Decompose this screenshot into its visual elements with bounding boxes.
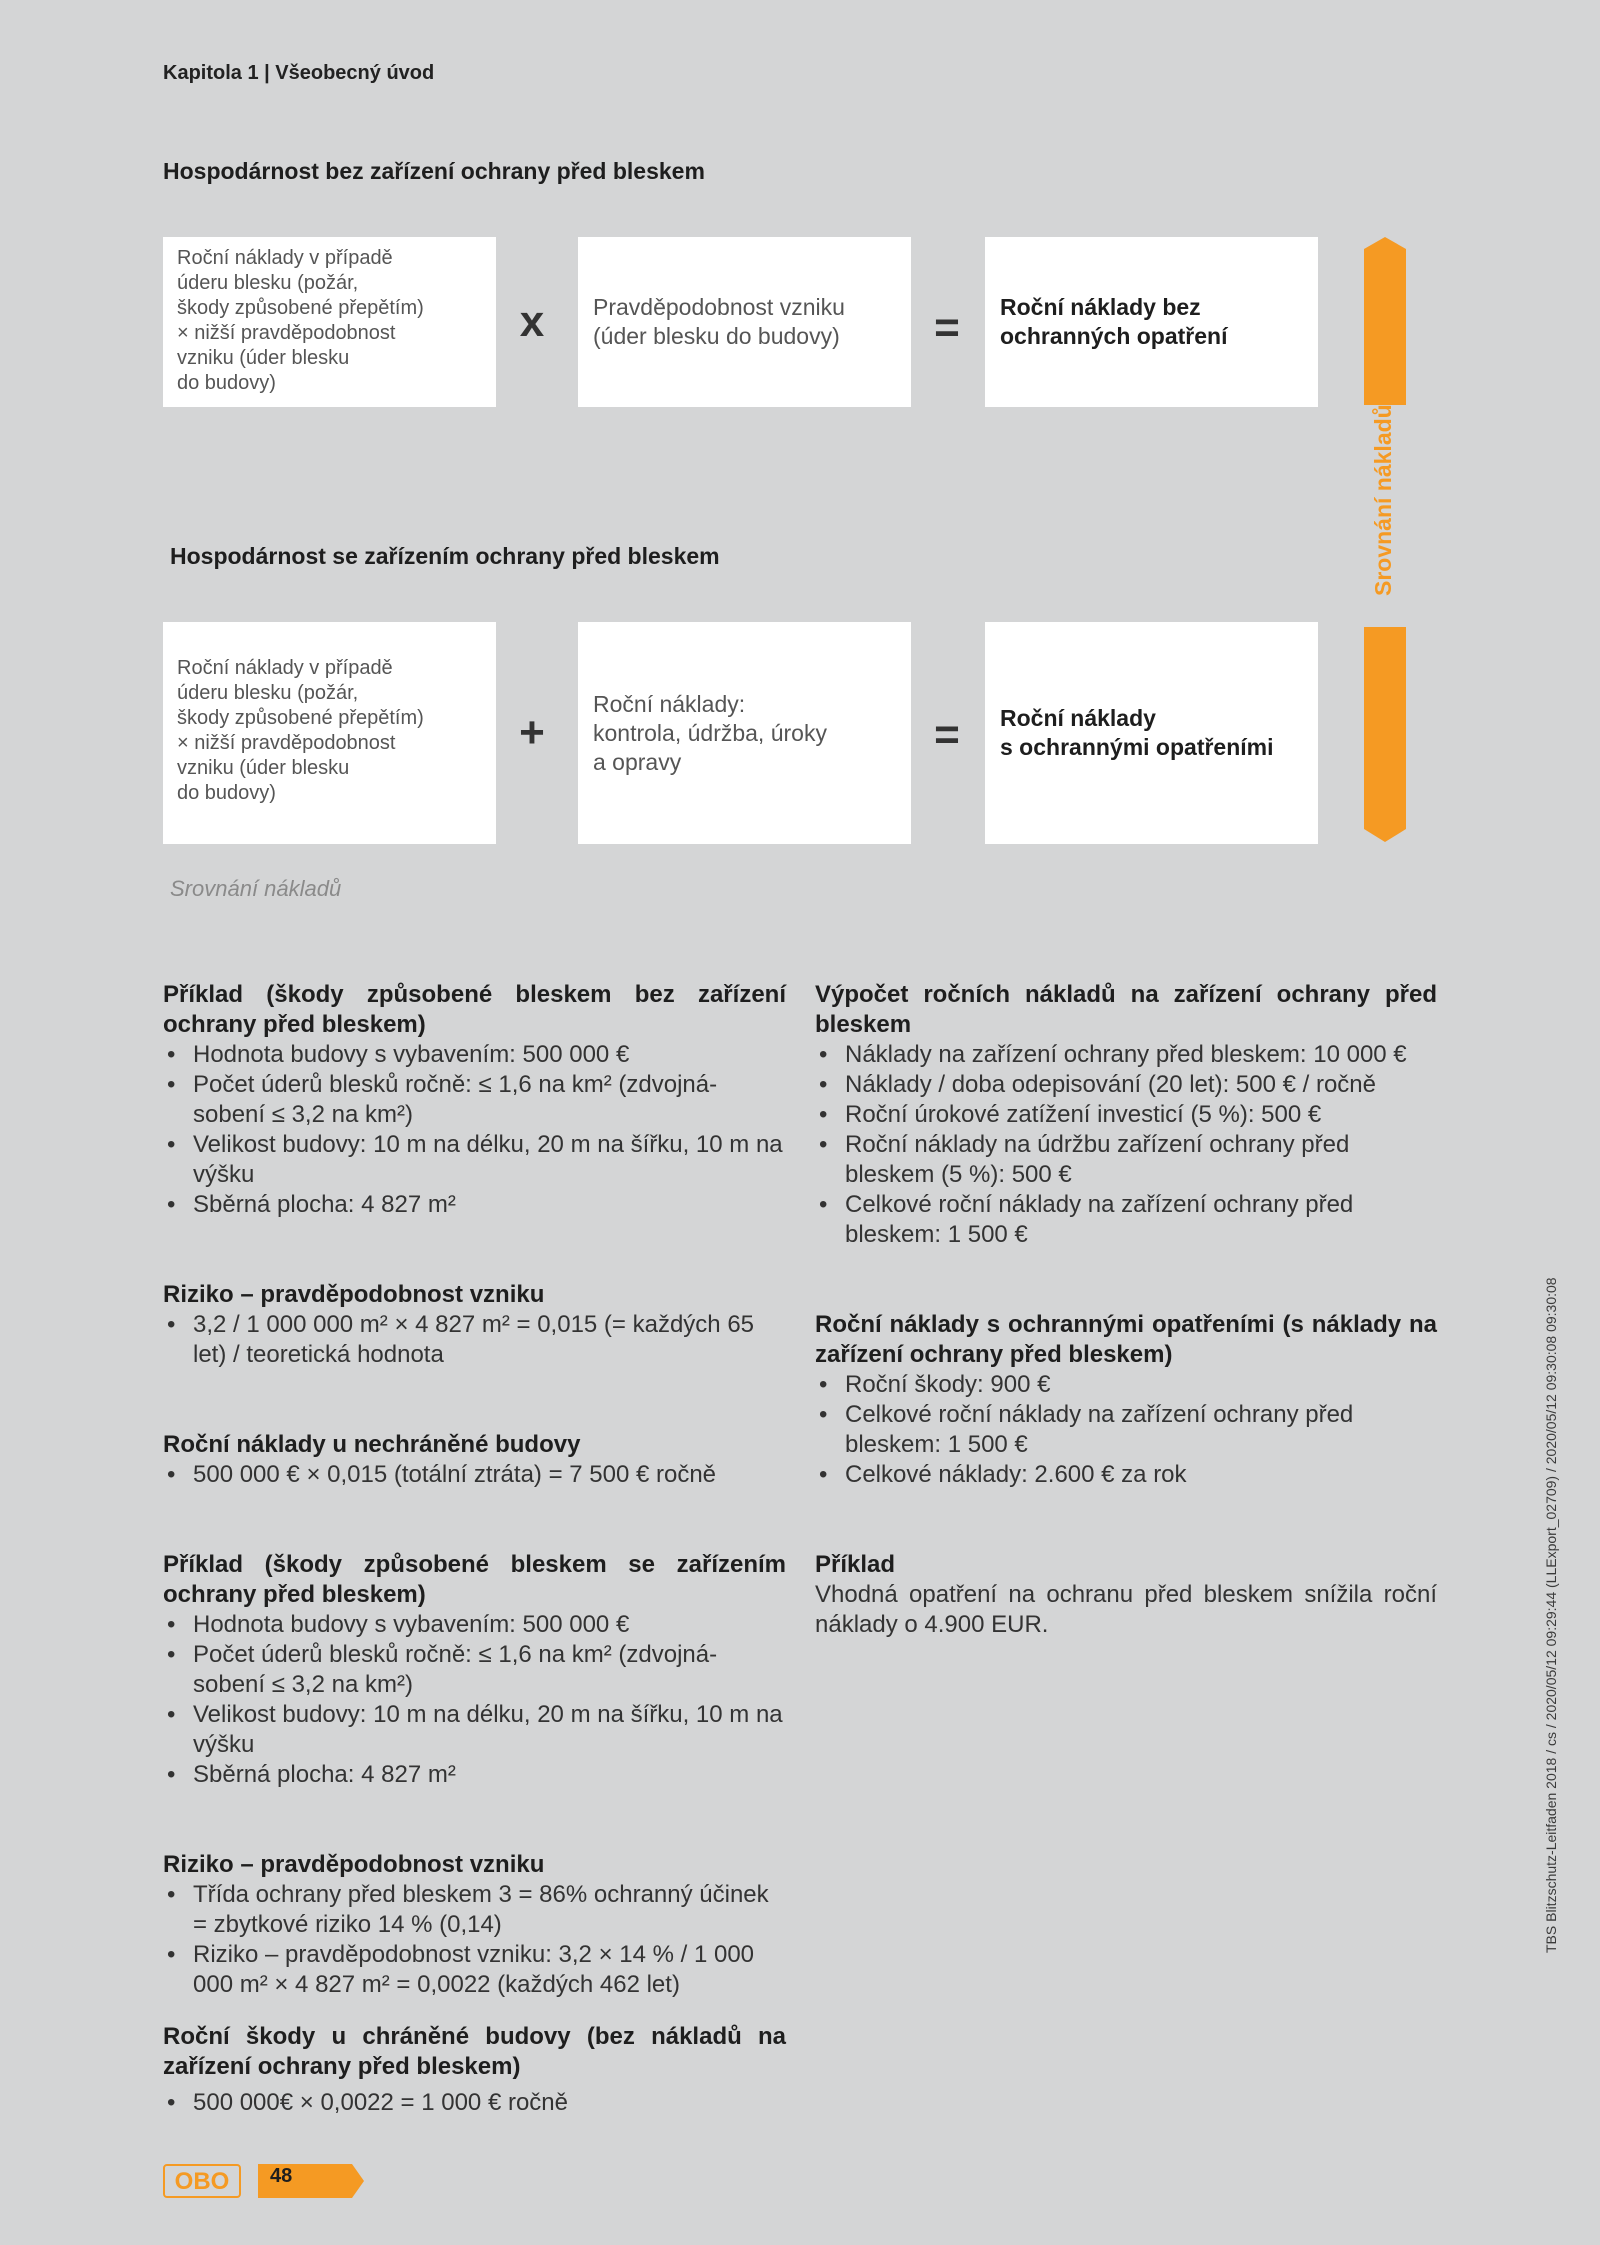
list-item: • 500 000€ × 0,0022 = 1 000 € ročně <box>163 2088 786 2118</box>
right-column <box>815 980 1437 1640</box>
comparison-arrow-label: Srovnání nákladů <box>1370 404 1396 596</box>
box-line: × nižší pravděpodobnost <box>177 322 396 344</box>
box-damage-costs-2 <box>163 622 496 844</box>
section-title-without-protection: Hospodárnost bez zařízení ochrany před bleskem <box>163 158 705 184</box>
box-line: vzniku (úder blesku <box>177 347 350 369</box>
box-line: a opravy <box>593 749 682 775</box>
list-item: • Celkové roční náklady na zařízení ochrany před bleskem: 1 500 € <box>815 1190 1437 1250</box>
list-item: • Riziko – pravděpodobnost vzniku: 3,2 × 14 % / 1 000 000 m² × 4 827 m² = 0,0022 (každých 462 let) <box>163 1940 786 2000</box>
box-line: úderu blesku (požár, <box>177 272 359 294</box>
unprotected-costs-title: Roční náklady u nechráněné budovy <box>163 1431 581 1458</box>
example-with-protection-title: Příklad (škody způsobené bleskem se zařízením ochrany před bleskem) <box>163 1551 786 1608</box>
box-line: Roční náklady <box>1000 705 1156 731</box>
chapter-header: Kapitola 1 | Všeobecný úvod <box>163 62 435 84</box>
box-line: ochranných opatření <box>1000 323 1228 349</box>
annual-costs-calculation-title: Výpočet ročních nákladů na zařízení ochrany před bleskem <box>815 981 1437 1038</box>
list-item: • Velikost budovy: 10 m na délku, 20 m na šířku, 10 m na výšku <box>163 1130 786 1190</box>
list-item: • Počet úderů blesků ročně: ≤ 1,6 na km² (zdvojná-sobení ≤ 3,2 na km²) <box>163 1070 786 1130</box>
list-item: • Počet úderů blesků ročně: ≤ 1,6 na km² (zdvojná-sobení ≤ 3,2 na km²) <box>163 1640 786 1700</box>
list-item: • Roční náklady na údržbu zařízení ochrany před bleskem (5 %): 500 € <box>815 1130 1437 1190</box>
costs-with-protection-title: Roční náklady s ochrannými opatřeními (s náklady na zařízení ochrany před bleskem) <box>815 1311 1437 1368</box>
box-line: do budovy) <box>177 782 276 804</box>
list-item: • Roční úrokové zatížení investicí (5 %): 500 € <box>815 1100 1437 1130</box>
plus-operator: + <box>519 708 545 757</box>
box-line: Roční náklady: <box>593 691 746 717</box>
example-text: Vhodná opatření na ochranu před bleskem snížila roční náklady o 4.900 EUR. <box>815 1581 1437 1638</box>
box-result-without-protection <box>985 237 1318 407</box>
box-line: × nižší pravděpodobnost <box>177 732 396 754</box>
box-line: Roční náklady v případě <box>177 247 393 269</box>
risk-title: Riziko – pravděpodobnost vzniku <box>163 1281 545 1308</box>
risk-title: Riziko – pravděpodobnost vzniku <box>163 1851 545 1878</box>
list-item: • Náklady / doba odepisování (20 let): 500 € / ročně <box>815 1070 1437 1100</box>
list-item: • Velikost budovy: 10 m na délku, 20 m na šířku, 10 m na výšku <box>163 1700 786 1760</box>
equals-operator: = <box>934 303 960 352</box>
obo-logo-icon <box>163 2164 241 2198</box>
left-column <box>163 980 786 2118</box>
box-probability <box>578 237 911 407</box>
section-title-with-protection: Hospodárnost se zařízením ochrany před bleskem <box>170 543 720 569</box>
box-line: Roční náklady bez <box>1000 294 1201 320</box>
figure-caption: Srovnání nákladů <box>170 876 342 901</box>
box-line: škody způsobené přepětím) <box>177 297 424 319</box>
list-item: • Sběrná plocha: 4 827 m² <box>163 1760 786 1790</box>
equals-operator: = <box>934 710 960 759</box>
list-item: • 3,2 / 1 000 000 m² × 4 827 m² = 0,015 (= každých 65 let) / teoretická hodnota <box>163 1310 786 1370</box>
box-maintenance-costs <box>578 622 911 844</box>
obo-logo-text: OBO <box>174 2168 230 2195</box>
box-line: úderu blesku (požár, <box>177 682 359 704</box>
example-without-protection-title: Příklad (škody způsobené bleskem bez zařízení ochrany před bleskem) <box>163 981 786 1038</box>
box-line: s ochrannými opatřeními <box>1000 734 1274 760</box>
box-result-with-protection <box>985 622 1318 844</box>
example-title: Příklad <box>815 1551 896 1578</box>
box-line: (úder blesku do budovy) <box>593 323 840 349</box>
box-damage-costs-1 <box>163 237 496 407</box>
list-item: • Celkové roční náklady na zařízení ochrany před bleskem: 1 500 € <box>815 1400 1437 1460</box>
box-line: Pravděpodobnost vzniku <box>593 294 845 320</box>
list-item: • Hodnota budovy s vybavením: 500 000 € <box>163 1610 786 1640</box>
list-item: • Hodnota budovy s vybavením: 500 000 € <box>163 1040 786 1070</box>
box-line: Roční náklady v případě <box>177 657 393 679</box>
list-item: • Celkové náklady: 2.600 € za rok <box>815 1460 1437 1490</box>
protected-damages-title: Roční škody u chráněné budovy (bez nákladů na zařízení ochrany před bleskem) <box>163 2023 786 2080</box>
list-item: • Náklady na zařízení ochrany před bleskem: 10 000 € <box>815 1040 1437 1070</box>
list-item: • Roční škody: 900 € <box>815 1370 1437 1400</box>
box-line: vzniku (úder blesku <box>177 757 350 779</box>
multiply-operator: x <box>519 297 545 346</box>
list-item: • Třída ochrany před bleskem 3 = 86% ochranný účinek = zbytkové riziko 14 % (0,14) <box>163 1880 786 1940</box>
list-item: • Sběrná plocha: 4 827 m² <box>163 1190 786 1220</box>
side-print-info: TBS Blitzschutz-Leitfaden 2018 / cs / 2020/05/12 09:29:44 (LLExport_02709) / 2020/05/12 09:30:08 09:30:08 <box>1543 1277 1559 1953</box>
box-line: škody způsobené přepětím) <box>177 707 424 729</box>
list-item: • 500 000 € × 0,015 (totální ztráta) = 7 500 € ročně <box>163 1460 786 1490</box>
box-line: do budovy) <box>177 372 276 394</box>
page-number: 48 <box>270 2165 293 2187</box>
box-line: kontrola, údržba, úroky <box>593 720 827 746</box>
